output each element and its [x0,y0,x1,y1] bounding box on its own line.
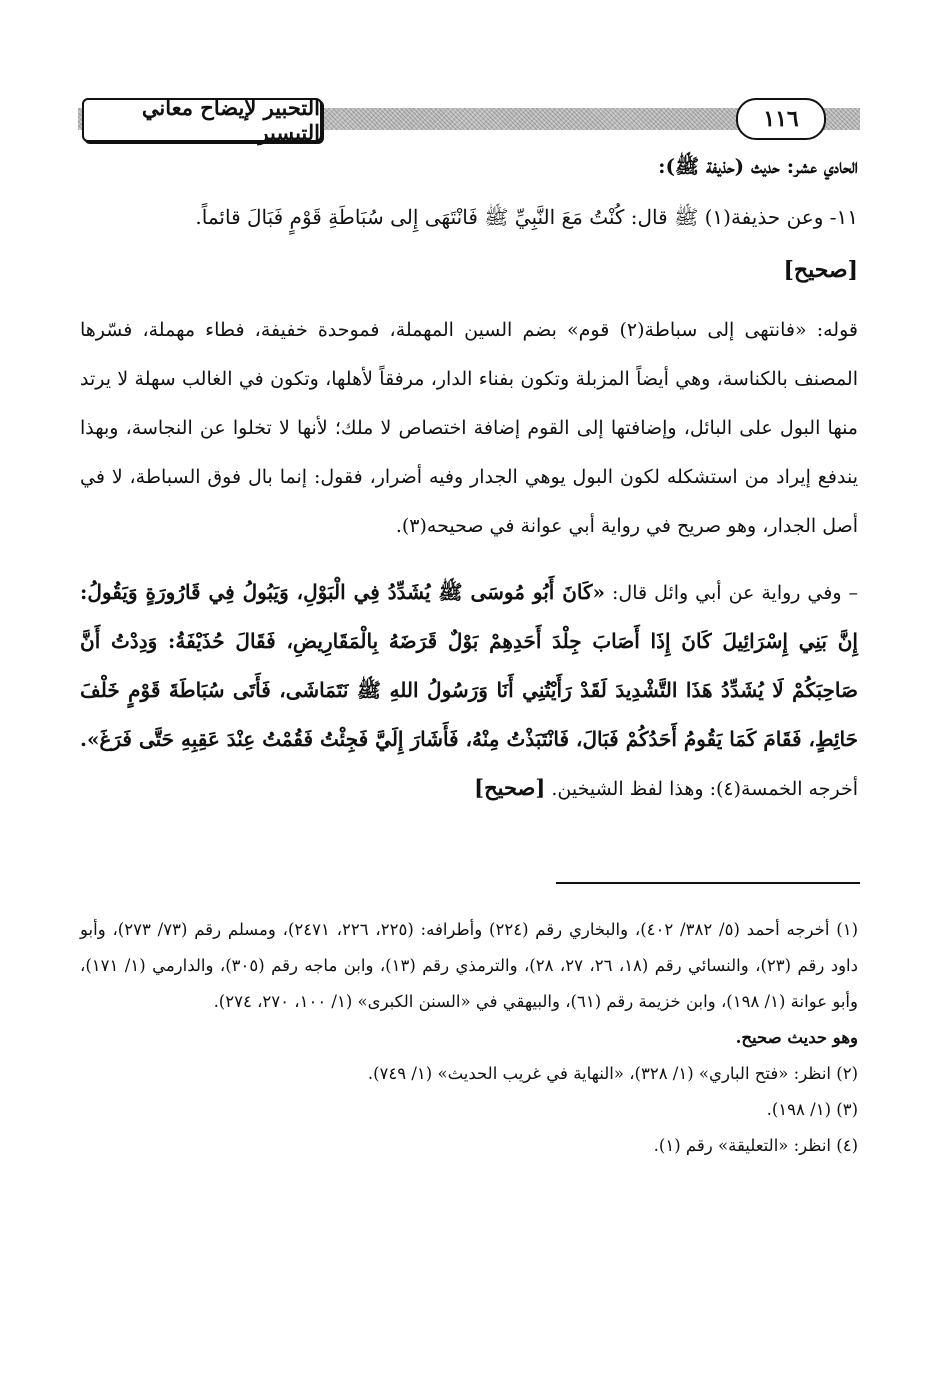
commentary-paragraph: قوله: «فانتهى إلى سباطة(٢) قوم» بضم السين المهملة، فموحدة خفيفة، فطاء مهملة، فسّرها المصنف بالكناسة، وهي أيضاً المزبلة وتكون بفناء الدار، مرفقاً لأهلها، وتكون في الغالب سهلة لا يرتد منها البول على البائل، وإضافتها إلى القوم إضافة اختصاص لا ملك؛ لأنها لا تخلوا عن النجاسة، وبهذا يندفع إيراد من استشكله لكون البول يوهي الجدار وفيه أضرار، فقول: إنما بال فوق السباطة، لا في أصل الجدار، وهو صريح في رواية أبي عوانة في صحيحه(٣). [80,319,858,537]
footnote-4: (٤) انظر: «التعليقة» رقم (١). [653,1136,858,1155]
narration-intro: – وفي رواية عن أبي وائل قال: [605,582,859,604]
section-heading: الحادي عشر: حديث (حذيفة ﷺ): [658,154,858,178]
narration-quote: «كَانَ أَبُو مُوسَى ﷺ يُشَدِّدُ فِي الْبَوْلِ، وَيَبُولُ فِي قَارُورَةٍ وَيَقُولُ: إِنَّ بَنِي إِسْرَائِيلَ كَانَ إِذَا أَصَابَ جِلْدَ أَحَدِهِمْ بَوْلٌ قَرَضَهُ بِالْمَقَارِيضِ، فَقَالَ حُذَيْفَةُ: وَدِدْتُ أَنَّ صَاحِبَكُمْ لَا يُشَدِّدُ هَذَا التَّشْدِيدَ لَقَدْ رَأَيْتُنِي أَنَا وَرَسُولُ اللهِ ﷺ نَتَمَاشَى، فَأَتَى سُبَاطَةَ قَوْمٍ خَلْفَ حَائِطٍ، فَقَامَ كَمَا يَقُومُ أَحَدُكُمْ فَبَالَ، فَانْتَبَذْتُ مِنْهُ، فَأَشَارَ إِلَيَّ فَجِئْتُ فَقُمْتُ عِنْدَ عَقِبِهِ حَتَّى فَرَغَ». [80,580,858,751]
hadith-narration [80,568,858,813]
footnote-1-note: وهو حديث صحيح. [735,1028,858,1047]
narration-source: أخرجه الخمسة(٤): وهذا لفظ الشيخين. [545,778,858,800]
book-title: التحبير لإيضاح معاني التيسير [82,98,322,142]
page-number: ١١٦ [736,98,826,140]
footnotes [80,912,858,1164]
running-header [78,96,860,146]
footnote-1: (١) أخرجه أحمد (٥/ ٣٨٢/ ٤٠٢)، والبخاري رقم (٢٢٤) وأطرافه: (٢٢٥، ٢٢٦، ٢٤٧١)، ومسلم رقم (٧٣/ ٢٧٣)، وأبو داود رقم (٢٣)، والنسائي رقم (١٨، ٢٦، ٢٧، ٢٨)، والترمذي رقم (١٣)، وابن ماجه رقم (٣٠٥)، والدارمي (١/ ١٧١)، وأبو عوانة (١/ ١٩٨)، وابن خزيمة رقم (٦١)، والبيهقي في «السنن الكبرى» (١/ ١٠٠، ٢٧٠، ٢٧٤). [80,920,858,1011]
footnote-2: (٢) انظر: «فتح الباري» (١/ ٣٢٨)، «النهاية في غريب الحديث» (١/ ٧٤٩). [367,1064,858,1083]
narration-grade: [صحيح] [474,775,546,800]
hadith-grade: [صحيح] [783,257,858,283]
footnote-3: (٣) (١/ ١٩٨). [766,1100,858,1119]
hadith-text: ١١- وعن حذيفة(١) ﷺ قال: كُنْتُ مَعَ النَّبِيِّ ﷺ فَانْتَهَى إِلى سُبَاطَةِ قَوْمٍ فَبَالَ قائماً. [195,205,858,229]
footnote-separator [556,882,860,884]
